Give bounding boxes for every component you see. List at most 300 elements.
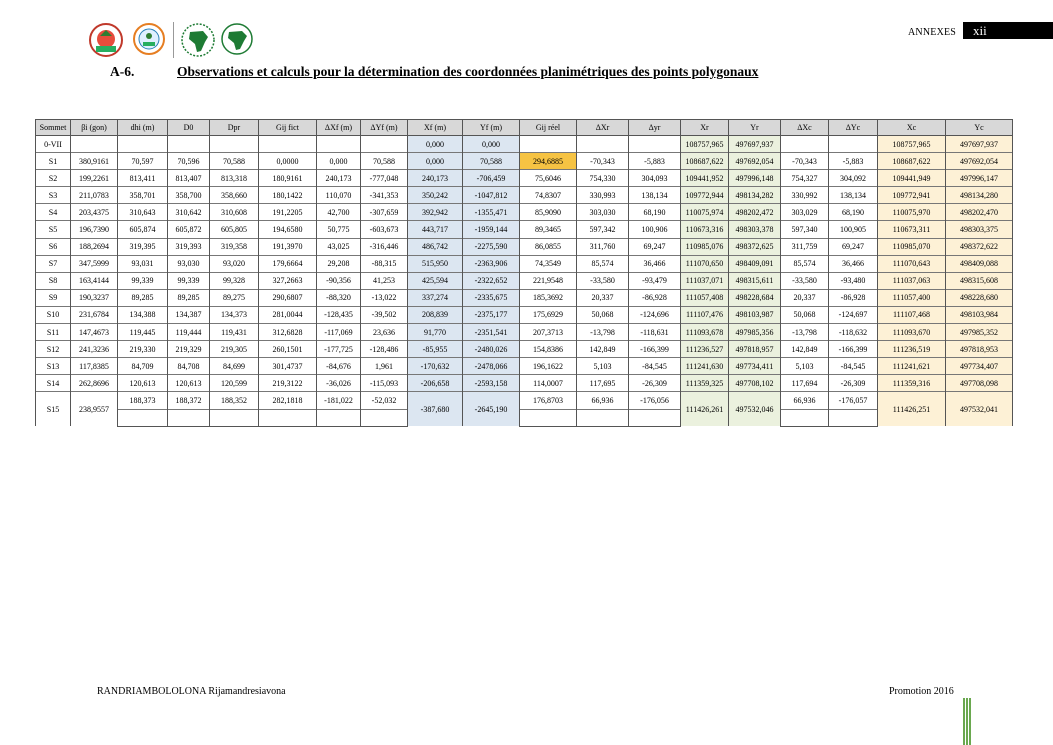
station-cell: 0,000 — [463, 136, 520, 153]
leg-cell: 69,247 — [829, 238, 878, 255]
station-cell: S5 — [36, 221, 71, 238]
station-cell: 110673,311 — [878, 221, 946, 238]
leg-cell: 319,393 — [168, 238, 210, 255]
leg-cell: -307,659 — [361, 204, 408, 221]
station-cell: 425,594 — [408, 272, 463, 289]
leg-cell: 23,636 — [361, 324, 408, 341]
station-cell: 498372,622 — [946, 238, 1013, 255]
station-cell: 111057,400 — [878, 289, 946, 306]
leg-cell: 330,992 — [781, 187, 829, 204]
empty-cell — [317, 409, 361, 426]
leg-cell: 89,275 — [210, 289, 259, 306]
station-cell: 497708,102 — [729, 375, 781, 392]
station-cell: 498409,088 — [946, 255, 1013, 272]
leg-cell: 69,247 — [629, 238, 681, 255]
leg-cell: 119,431 — [210, 324, 259, 341]
station-cell: 498202,470 — [946, 204, 1013, 221]
leg-cell: -86,928 — [829, 289, 878, 306]
column-header: Sommet — [36, 120, 71, 136]
empty-cell — [361, 409, 408, 426]
leg-cell: 330,993 — [577, 187, 629, 204]
ministry-logo-icon — [88, 22, 124, 58]
leg-cell: 42,700 — [317, 204, 361, 221]
page-number: xii — [963, 22, 1053, 39]
leg-cell: 179,6664 — [259, 255, 317, 272]
leg-cell: 196,1622 — [520, 358, 577, 375]
leg-cell: 5,103 — [781, 358, 829, 375]
leg-cell: 100,905 — [829, 221, 878, 238]
leg-cell: 310,642 — [168, 204, 210, 221]
station-cell: 497734,411 — [729, 358, 781, 375]
table-body — [36, 136, 1013, 427]
station-cell: S4 — [36, 204, 71, 221]
station-cell: 240,173 — [408, 170, 463, 187]
station-cell: -2375,177 — [463, 306, 520, 323]
station-cell: 211,0783 — [71, 187, 118, 204]
leg-cell: 70,596 — [168, 153, 210, 170]
station-cell: 111236,527 — [681, 341, 729, 358]
column-header: Xc — [878, 120, 946, 136]
leg-cell: 219,329 — [168, 341, 210, 358]
leg-cell: 310,608 — [210, 204, 259, 221]
station-cell: 111037,071 — [681, 272, 729, 289]
station-cell: 110985,076 — [681, 238, 729, 255]
leg-cell: -33,580 — [577, 272, 629, 289]
observations-table — [35, 119, 1013, 427]
leg-cell: 84,708 — [168, 358, 210, 375]
station-cell: 110075,970 — [878, 204, 946, 221]
station-cell: 111037,063 — [878, 272, 946, 289]
station-cell: 231,6784 — [71, 306, 118, 323]
leg-cell: 358,700 — [168, 187, 210, 204]
leg-cell: 66,936 — [781, 392, 829, 409]
station-cell: 497734,407 — [946, 358, 1013, 375]
empty-cell — [781, 136, 829, 153]
station-cell: 497692,054 — [729, 153, 781, 170]
leg-cell: 134,388 — [118, 306, 168, 323]
station-cell: 111426,251 — [878, 392, 946, 426]
station-cell: 203,4375 — [71, 204, 118, 221]
station-cell: 498202,472 — [729, 204, 781, 221]
leg-cell: -84,545 — [629, 358, 681, 375]
station-cell: S14 — [36, 375, 71, 392]
leg-cell: 93,030 — [168, 255, 210, 272]
station-cell: -2275,590 — [463, 238, 520, 255]
empty-cell — [577, 136, 629, 153]
station-cell: S1 — [36, 153, 71, 170]
station-cell: 111241,630 — [681, 358, 729, 375]
station-cell: 498315,608 — [946, 272, 1013, 289]
station-cell: -2335,675 — [463, 289, 520, 306]
station-cell: 486,742 — [408, 238, 463, 255]
leg-cell: 84,709 — [118, 358, 168, 375]
leg-cell: 89,3465 — [520, 221, 577, 238]
empty-cell — [317, 136, 361, 153]
station-cell: S6 — [36, 238, 71, 255]
station-cell: 498228,684 — [729, 289, 781, 306]
station-cell: 350,242 — [408, 187, 463, 204]
station-cell: -1355,471 — [463, 204, 520, 221]
leg-cell: -777,048 — [361, 170, 408, 187]
leg-cell: 219,305 — [210, 341, 259, 358]
column-header: Xr — [681, 120, 729, 136]
leg-cell: 597,342 — [577, 221, 629, 238]
station-cell: 117,8385 — [71, 358, 118, 375]
station-cell: -206,658 — [408, 375, 463, 392]
leg-cell: -13,798 — [781, 324, 829, 341]
institute-logo-icon — [132, 22, 166, 56]
column-header: Yf (m) — [463, 120, 520, 136]
leg-cell: 142,849 — [577, 341, 629, 358]
column-header: dhi (m) — [118, 120, 168, 136]
leg-cell: 99,339 — [118, 272, 168, 289]
station-cell: 91,770 — [408, 324, 463, 341]
station-cell: S2 — [36, 170, 71, 187]
leg-cell: 304,093 — [629, 170, 681, 187]
station-cell: 392,942 — [408, 204, 463, 221]
station-cell: 111426,261 — [681, 392, 729, 426]
leg-cell: 191,3970 — [259, 238, 317, 255]
station-cell: 111359,316 — [878, 375, 946, 392]
leg-cell: 70,597 — [118, 153, 168, 170]
leg-cell: 185,3692 — [520, 289, 577, 306]
leg-cell: -88,315 — [361, 255, 408, 272]
station-cell: 262,8696 — [71, 375, 118, 392]
leg-cell: -128,486 — [361, 341, 408, 358]
leg-cell: -118,631 — [629, 324, 681, 341]
station-cell — [71, 136, 118, 153]
leg-cell: 117,694 — [781, 375, 829, 392]
column-header: Yc — [946, 120, 1013, 136]
leg-cell: -176,056 — [629, 392, 681, 409]
empty-cell — [259, 409, 317, 426]
leg-cell: 327,2663 — [259, 272, 317, 289]
leg-cell: 605,872 — [168, 221, 210, 238]
leg-cell: 605,805 — [210, 221, 259, 238]
station-cell: 208,839 — [408, 306, 463, 323]
empty-cell — [168, 136, 210, 153]
leg-cell: -33,580 — [781, 272, 829, 289]
leg-cell: -5,883 — [829, 153, 878, 170]
decorative-bar — [963, 698, 965, 745]
column-header: Yr — [729, 120, 781, 136]
station-cell: 110673,316 — [681, 221, 729, 238]
station-cell: 337,274 — [408, 289, 463, 306]
leg-cell: -166,399 — [829, 341, 878, 358]
leg-cell: 175,6929 — [520, 306, 577, 323]
column-header: ΔYf (m) — [361, 120, 408, 136]
table-header — [36, 120, 1013, 136]
leg-cell: -128,435 — [317, 306, 361, 323]
leg-cell: -93,480 — [829, 272, 878, 289]
station-cell: 241,3236 — [71, 341, 118, 358]
leg-cell: 294,6885 — [520, 153, 577, 170]
leg-cell: 311,759 — [781, 238, 829, 255]
station-cell: S13 — [36, 358, 71, 375]
empty-cell — [361, 136, 408, 153]
empty-cell — [829, 136, 878, 153]
table-row — [36, 409, 1013, 426]
column-header: Gij réel — [520, 120, 577, 136]
leg-cell: -70,343 — [781, 153, 829, 170]
empty-cell — [829, 409, 878, 426]
leg-cell: -13,022 — [361, 289, 408, 306]
station-cell: 498103,984 — [946, 306, 1013, 323]
decorative-bar — [969, 698, 971, 745]
leg-cell: 754,327 — [781, 170, 829, 187]
leg-cell: 240,173 — [317, 170, 361, 187]
station-cell: 498315,611 — [729, 272, 781, 289]
station-cell: 108687,622 — [878, 153, 946, 170]
leg-cell: 119,444 — [168, 324, 210, 341]
station-cell: 497692,054 — [946, 153, 1013, 170]
station-cell: 108757,965 — [878, 136, 946, 153]
leg-cell: 0,0000 — [259, 153, 317, 170]
empty-cell — [781, 409, 829, 426]
leg-cell: -166,399 — [629, 341, 681, 358]
station-cell: 188,2694 — [71, 238, 118, 255]
leg-cell: 191,2205 — [259, 204, 317, 221]
station-cell: 0,000 — [408, 136, 463, 153]
leg-cell: 50,068 — [781, 306, 829, 323]
leg-cell: 119,445 — [118, 324, 168, 341]
station-cell: 111093,670 — [878, 324, 946, 341]
leg-cell: 219,3122 — [259, 375, 317, 392]
station-cell: -2645,190 — [463, 392, 520, 426]
station-cell: 497532,041 — [946, 392, 1013, 426]
station-cell: 0-VII — [36, 136, 71, 153]
leg-cell: 20,337 — [781, 289, 829, 306]
leg-cell: 281,0044 — [259, 306, 317, 323]
leg-cell: -70,343 — [577, 153, 629, 170]
station-cell: S7 — [36, 255, 71, 272]
leg-cell: 813,411 — [118, 170, 168, 187]
leg-cell: 66,936 — [577, 392, 629, 409]
leg-cell: 99,339 — [168, 272, 210, 289]
leg-cell: 358,701 — [118, 187, 168, 204]
promotion-label: Promotion 2016 — [889, 686, 954, 697]
leg-cell: 0,000 — [317, 153, 361, 170]
leg-cell: 99,328 — [210, 272, 259, 289]
station-cell: 497697,937 — [729, 136, 781, 153]
station-cell: 443,717 — [408, 221, 463, 238]
station-cell: 109441,949 — [878, 170, 946, 187]
empty-cell — [210, 409, 259, 426]
column-header: ΔXr — [577, 120, 629, 136]
africa-map-logo-icon — [179, 22, 217, 58]
leg-cell: 304,092 — [829, 170, 878, 187]
empty-cell — [118, 409, 168, 426]
station-cell: -2480,026 — [463, 341, 520, 358]
leg-cell: 86,0855 — [520, 238, 577, 255]
leg-cell: 1,961 — [361, 358, 408, 375]
station-cell: 111236,519 — [878, 341, 946, 358]
annexes-label: ANNEXES — [908, 27, 957, 38]
leg-cell: 70,588 — [361, 153, 408, 170]
station-cell: 110075,974 — [681, 204, 729, 221]
station-cell: 515,950 — [408, 255, 463, 272]
column-header: Δyr — [629, 120, 681, 136]
station-cell: 498228,680 — [946, 289, 1013, 306]
leg-cell: 188,373 — [118, 392, 168, 409]
station-cell: -2478,066 — [463, 358, 520, 375]
leg-cell: 180,1422 — [259, 187, 317, 204]
leg-cell: 120,613 — [118, 375, 168, 392]
station-cell: 110985,070 — [878, 238, 946, 255]
station-cell: -1959,144 — [463, 221, 520, 238]
leg-cell: 303,029 — [781, 204, 829, 221]
station-cell: 497697,937 — [946, 136, 1013, 153]
station-cell: -85,955 — [408, 341, 463, 358]
station-cell: S9 — [36, 289, 71, 306]
leg-cell: 120,599 — [210, 375, 259, 392]
station-cell: 238,9557 — [71, 392, 118, 426]
empty-cell — [118, 136, 168, 153]
africa-map-logo-2-icon — [219, 22, 255, 56]
station-cell: S8 — [36, 272, 71, 289]
leg-cell: 188,372 — [168, 392, 210, 409]
empty-cell — [577, 409, 629, 426]
leg-cell: 110,070 — [317, 187, 361, 204]
leg-cell: 282,1818 — [259, 392, 317, 409]
leg-cell: 84,699 — [210, 358, 259, 375]
station-cell: -2322,652 — [463, 272, 520, 289]
leg-cell: 813,407 — [168, 170, 210, 187]
leg-cell: -176,057 — [829, 392, 878, 409]
leg-cell: 117,695 — [577, 375, 629, 392]
leg-cell: 188,352 — [210, 392, 259, 409]
leg-cell: -26,309 — [629, 375, 681, 392]
station-cell: S15 — [36, 392, 71, 426]
station-cell: -706,459 — [463, 170, 520, 187]
leg-cell: 597,340 — [781, 221, 829, 238]
leg-cell: -90,356 — [317, 272, 361, 289]
leg-cell: -86,928 — [629, 289, 681, 306]
station-cell: S12 — [36, 341, 71, 358]
station-cell: 109772,944 — [681, 187, 729, 204]
leg-cell: 605,874 — [118, 221, 168, 238]
station-cell: 163,4144 — [71, 272, 118, 289]
station-cell: 497985,356 — [729, 324, 781, 341]
leg-cell: 89,285 — [168, 289, 210, 306]
station-cell: 199,2261 — [71, 170, 118, 187]
station-cell: -2363,906 — [463, 255, 520, 272]
station-cell: 497708,098 — [946, 375, 1013, 392]
station-cell: 111107,476 — [681, 306, 729, 323]
leg-cell: 813,318 — [210, 170, 259, 187]
station-cell: -2593,158 — [463, 375, 520, 392]
station-cell: 498134,282 — [729, 187, 781, 204]
leg-cell: 221,9548 — [520, 272, 577, 289]
station-cell: 109441,952 — [681, 170, 729, 187]
leg-cell: -36,026 — [317, 375, 361, 392]
decorative-bar — [966, 698, 968, 745]
leg-cell: -124,696 — [629, 306, 681, 323]
leg-cell: 138,134 — [629, 187, 681, 204]
station-cell: 108687,622 — [681, 153, 729, 170]
station-cell: 497818,953 — [946, 341, 1013, 358]
leg-cell: 74,3549 — [520, 255, 577, 272]
leg-cell: 5,103 — [577, 358, 629, 375]
leg-cell: -118,632 — [829, 324, 878, 341]
header-logos — [88, 22, 258, 58]
leg-cell: 50,775 — [317, 221, 361, 238]
page-title: Observations et calculs pour la détermination des coordonnées planimétriques des points polygonaux — [177, 64, 759, 79]
leg-cell: 43,025 — [317, 238, 361, 255]
leg-cell: 180,9161 — [259, 170, 317, 187]
column-header: ΔYc — [829, 120, 878, 136]
station-cell: 108757,965 — [681, 136, 729, 153]
station-cell: 109772,941 — [878, 187, 946, 204]
leg-cell: 85,9090 — [520, 204, 577, 221]
station-cell: -1047,812 — [463, 187, 520, 204]
column-header: Dpr — [210, 120, 259, 136]
column-header: Xf (m) — [408, 120, 463, 136]
leg-cell: -181,022 — [317, 392, 361, 409]
station-cell: 111107,468 — [878, 306, 946, 323]
station-cell: 347,5999 — [71, 255, 118, 272]
leg-cell: -84,676 — [317, 358, 361, 375]
station-cell: -387,680 — [408, 392, 463, 426]
leg-cell: -117,069 — [317, 324, 361, 341]
author-name: RANDRIAMBOLOLONA Rijamandresiavona — [97, 686, 286, 697]
leg-cell: 41,253 — [361, 272, 408, 289]
leg-cell: 68,190 — [629, 204, 681, 221]
station-cell: S10 — [36, 306, 71, 323]
empty-cell — [520, 409, 577, 426]
leg-cell: -603,673 — [361, 221, 408, 238]
station-cell: 111359,325 — [681, 375, 729, 392]
leg-cell: -93,479 — [629, 272, 681, 289]
leg-cell: 134,387 — [168, 306, 210, 323]
leg-cell: 311,760 — [577, 238, 629, 255]
station-cell: 498372,625 — [729, 238, 781, 255]
leg-cell: 134,373 — [210, 306, 259, 323]
station-cell: 111093,678 — [681, 324, 729, 341]
station-cell: 196,7390 — [71, 221, 118, 238]
leg-cell: 358,660 — [210, 187, 259, 204]
leg-cell: 319,358 — [210, 238, 259, 255]
leg-cell: 50,068 — [577, 306, 629, 323]
leg-cell: -26,309 — [829, 375, 878, 392]
station-cell: 111241,621 — [878, 358, 946, 375]
column-header: βi (gon) — [71, 120, 118, 136]
station-cell: 380,9161 — [71, 153, 118, 170]
leg-cell: 36,466 — [629, 255, 681, 272]
leg-cell: 85,574 — [781, 255, 829, 272]
leg-cell: 29,208 — [317, 255, 361, 272]
station-cell: 497532,046 — [729, 392, 781, 426]
leg-cell: -39,502 — [361, 306, 408, 323]
leg-cell: 70,588 — [210, 153, 259, 170]
column-header: ΔXf (m) — [317, 120, 361, 136]
leg-cell: 301,4737 — [259, 358, 317, 375]
leg-cell: 194,6580 — [259, 221, 317, 238]
leg-cell: -316,446 — [361, 238, 408, 255]
empty-cell — [520, 136, 577, 153]
leg-cell: 303,030 — [577, 204, 629, 221]
empty-cell — [629, 136, 681, 153]
station-cell: 497985,352 — [946, 324, 1013, 341]
leg-cell: -52,032 — [361, 392, 408, 409]
station-cell: 111070,650 — [681, 255, 729, 272]
station-cell: 70,588 — [463, 153, 520, 170]
station-cell: S11 — [36, 324, 71, 341]
station-cell: 498103,987 — [729, 306, 781, 323]
leg-cell: -84,545 — [829, 358, 878, 375]
empty-cell — [259, 136, 317, 153]
leg-cell: -177,725 — [317, 341, 361, 358]
